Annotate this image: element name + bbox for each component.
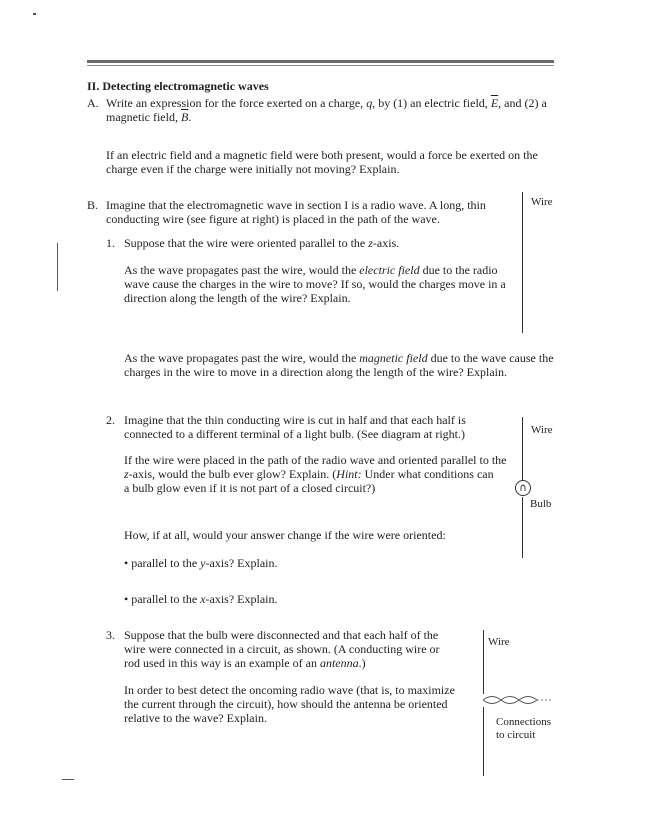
scan-dash-bottom — [62, 779, 74, 780]
figure-connections-label-2: to circuit — [496, 729, 536, 741]
q3-p1-line3: relative to the wave? Explain. — [124, 711, 267, 725]
q3-line2: wire were connected in a circuit, as shown. (A conducting wire or — [124, 642, 440, 656]
part-a-label: A. — [87, 96, 99, 110]
q2-bullet-y: • parallel to the y-axis? Explain. — [124, 556, 278, 570]
light-bulb-icon — [513, 478, 533, 498]
figure-bulb-wire-top — [522, 417, 523, 480]
scan-speck — [33, 13, 36, 15]
part-b-line2: conducting wire (see figure at right) is placed in the path of the wave. — [106, 212, 440, 226]
q2-bullet-x: • parallel to the x-axis? Explain. — [124, 592, 278, 606]
part-a-follow-1: If an electric field and a magnetic field were both present, would a force be exerted on the — [106, 148, 538, 162]
scan-bar-left — [57, 243, 58, 291]
figure-bulb-label: Bulb — [530, 498, 552, 510]
b-field-vector: $\overline{B}$ — [180, 110, 189, 124]
q3-line3: rod used in this way is an example of an antenna.) — [124, 656, 366, 670]
header-rule-thick — [87, 60, 554, 63]
q2-p1-line2: z-axis, would the bulb ever glow? Explain. (Hint: Under what conditions can — [124, 467, 494, 481]
figure-bulb-wire-bottom — [522, 497, 523, 558]
part-a-follow-2: charge even if the charge were initially not moving? Explain. — [106, 162, 400, 176]
q3-number: 3. — [106, 628, 115, 642]
q1-number: 1. — [106, 236, 115, 250]
q1-p1-line2: wave cause the charges in the wire to move? If so, would the charges move in a — [124, 277, 506, 291]
q1-text: Suppose that the wire were oriented parallel to the z-axis. — [124, 236, 400, 250]
q2-number: 2. — [106, 413, 115, 427]
section-title: II. Detecting electromagnetic waves — [87, 79, 269, 93]
figure-antenna-wire-top — [483, 630, 484, 694]
q2-p1-line1: If the wire were placed in the path of the radio wave and oriented parallel to the — [124, 453, 507, 467]
q3-p1-line2: the current through the circuit), how should the antenna be oriented — [124, 697, 448, 711]
part-b-line1: Imagine that the electromagnetic wave in section I is a radio wave. A long, thin — [106, 198, 486, 212]
part-b-label: B. — [87, 198, 99, 212]
part-a-line2: magnetic field, $\overline{B}$. — [106, 110, 192, 124]
header-rule-thin — [87, 65, 554, 66]
q2-p2: How, if at all, would your answer change if the wire were oriented: — [124, 528, 446, 542]
q2-line1: Imagine that the thin conducting wire is cut in half and that each half is — [124, 413, 466, 427]
q2-p1-line3: a bulb glow even if it is not part of a closed circuit?) — [124, 481, 376, 495]
q3-line1: Suppose that the bulb were disconnected and that each half of the — [124, 628, 439, 642]
q1-p2-line2: charges in the wire to move in a direction along the length of the wire? Explain. — [124, 365, 507, 379]
q1-p1-line3: direction along the length of the wire? Explain. — [124, 291, 351, 305]
part-a-line1: Write an expression for the force exerted on a charge, q, by (1) an electric field, $\overline{E}$, and (2) a — [106, 96, 547, 110]
figure-bulb-wire-label: Wire — [531, 424, 553, 436]
q1-p1-line1: As the wave propagates past the wire, would the electric field due to the radio — [124, 263, 498, 277]
figure-antenna-wire-bottom — [483, 707, 484, 776]
e-field-vector: $\overline{E}$ — [490, 96, 499, 110]
q2-line2: connected to a different terminal of a light bulb. (See diagram at right.) — [124, 427, 465, 441]
q3-p1-line1: In order to best detect the oncoming radio wave (that is, to maximize — [124, 683, 455, 697]
figure-wire — [522, 192, 523, 333]
figure-antenna-wire-label: Wire — [488, 636, 510, 648]
charge-symbol: q — [366, 96, 373, 110]
circuit-connection-icon — [482, 692, 554, 708]
figure-wire-label: Wire — [531, 196, 553, 208]
q1-p2-line1: As the wave propagates past the wire, would the magnetic field due to the wave cause the — [124, 351, 554, 365]
figure-connections-label-1: Connections — [496, 716, 551, 728]
